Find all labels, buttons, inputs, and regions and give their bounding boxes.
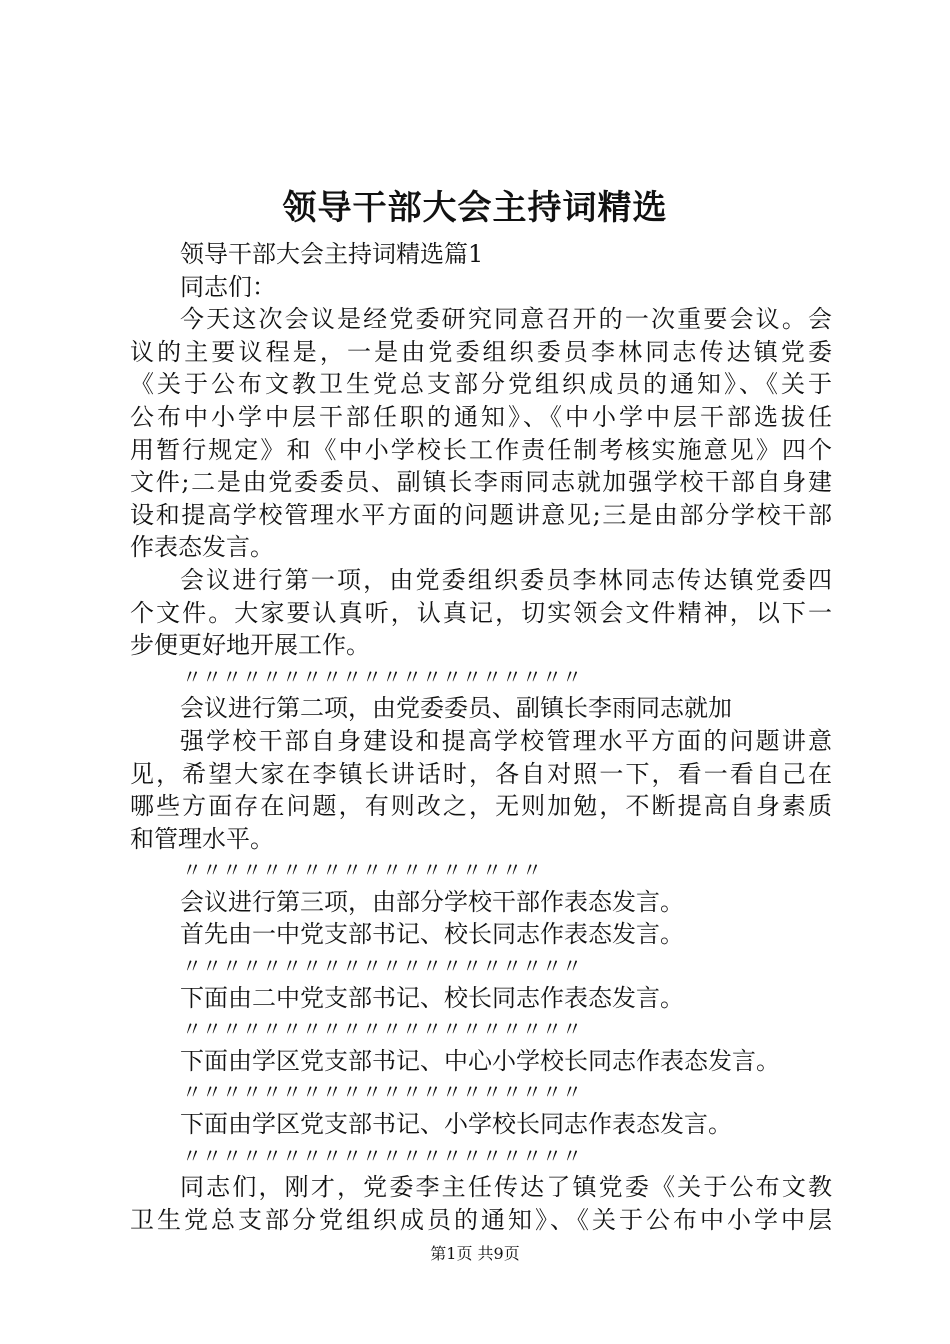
ditto-mark-line: 〃〃〃〃〃〃〃〃〃〃〃〃〃〃〃〃〃〃〃〃 — [182, 1143, 582, 1168]
text-line: 强学校干部自身建设和提高学校管理水平方面的问题讲意 — [180, 726, 832, 755]
text-line: 《关于公布文教卫生党总支部分党组织成员的通知》、《关于 — [130, 370, 832, 399]
text-line: 设和提高学校管理水平方面的问题讲意见;三是由部分学校干部 — [130, 500, 832, 529]
text-line: 下面由二中党支部书记、校长同志作表态发言。 — [180, 983, 684, 1012]
text-line: 步便更好地开展工作。 — [130, 631, 370, 660]
text-line: 见，希望大家在李镇长讲话时，各自对照一下，看一看自己在 — [130, 759, 832, 788]
text-line: 领导干部大会主持词精选篇1 — [180, 240, 484, 268]
text-line: 个文件。大家要认真听，认真记，切实领会文件精神，以下一 — [130, 598, 832, 627]
text-line: 同志们，刚才，党委李主任传达了镇党委《关于公布文教 — [180, 1173, 832, 1202]
ditto-mark-line: 〃〃〃〃〃〃〃〃〃〃〃〃〃〃〃〃〃〃〃〃 — [182, 1017, 582, 1042]
text-line: 同志们： — [180, 272, 276, 301]
ditto-mark-line: 〃〃〃〃〃〃〃〃〃〃〃〃〃〃〃〃〃〃 — [182, 858, 542, 883]
document-title: 领导干部大会主持词精选 — [282, 188, 668, 228]
ditto-mark-line: 〃〃〃〃〃〃〃〃〃〃〃〃〃〃〃〃〃〃〃〃 — [182, 664, 582, 689]
text-line: 用暂行规定》和《中小学校长工作责任制考核实施意见》四个 — [130, 435, 832, 464]
document-body — [130, 238, 832, 1236]
text-line: 下面由学区党支部书记、中心小学校长同志作表态发言。 — [180, 1046, 780, 1075]
text-line: 下面由学区党支部书记、小学校长同志作表态发言。 — [180, 1110, 732, 1139]
text-line: 会议进行第二项，由党委委员、副镇长李雨同志就加 — [180, 694, 732, 723]
page-footer: 第1页 共9页 — [430, 1244, 520, 1263]
text-line: 会议进行第一项，由党委组织委员李林同志传达镇党委四 — [180, 565, 832, 594]
text-line: 议的主要议程是，一是由党委组织委员李林同志传达镇党委 — [130, 337, 832, 366]
text-line: 首先由一中党支部书记、校长同志作表态发言。 — [180, 920, 684, 949]
text-line: 和管理水平。 — [130, 824, 274, 853]
text-line: 今天这次会议是经党委研究同意召开的一次重要会议。会 — [180, 305, 832, 334]
ditto-mark-line: 〃〃〃〃〃〃〃〃〃〃〃〃〃〃〃〃〃〃〃〃 — [182, 1080, 582, 1105]
ditto-mark-line: 〃〃〃〃〃〃〃〃〃〃〃〃〃〃〃〃〃〃〃〃 — [182, 954, 582, 979]
text-line: 文件;二是由党委委员、副镇长李雨同志就加强学校干部自身建 — [130, 468, 832, 497]
text-line: 卫生党总支部分党组织成员的通知》、《关于公布中小学中层 — [130, 1205, 832, 1234]
text-line: 会议进行第三项，由部分学校干部作表态发言。 — [180, 887, 684, 916]
text-line: 公布中小学中层干部任职的通知》、《中小学中层干部选拔任 — [130, 402, 832, 431]
text-line: 作表态发言。 — [130, 533, 274, 562]
text-line: 哪些方面存在问题，有则改之，无则加勉，不断提高自身素质 — [130, 792, 832, 821]
